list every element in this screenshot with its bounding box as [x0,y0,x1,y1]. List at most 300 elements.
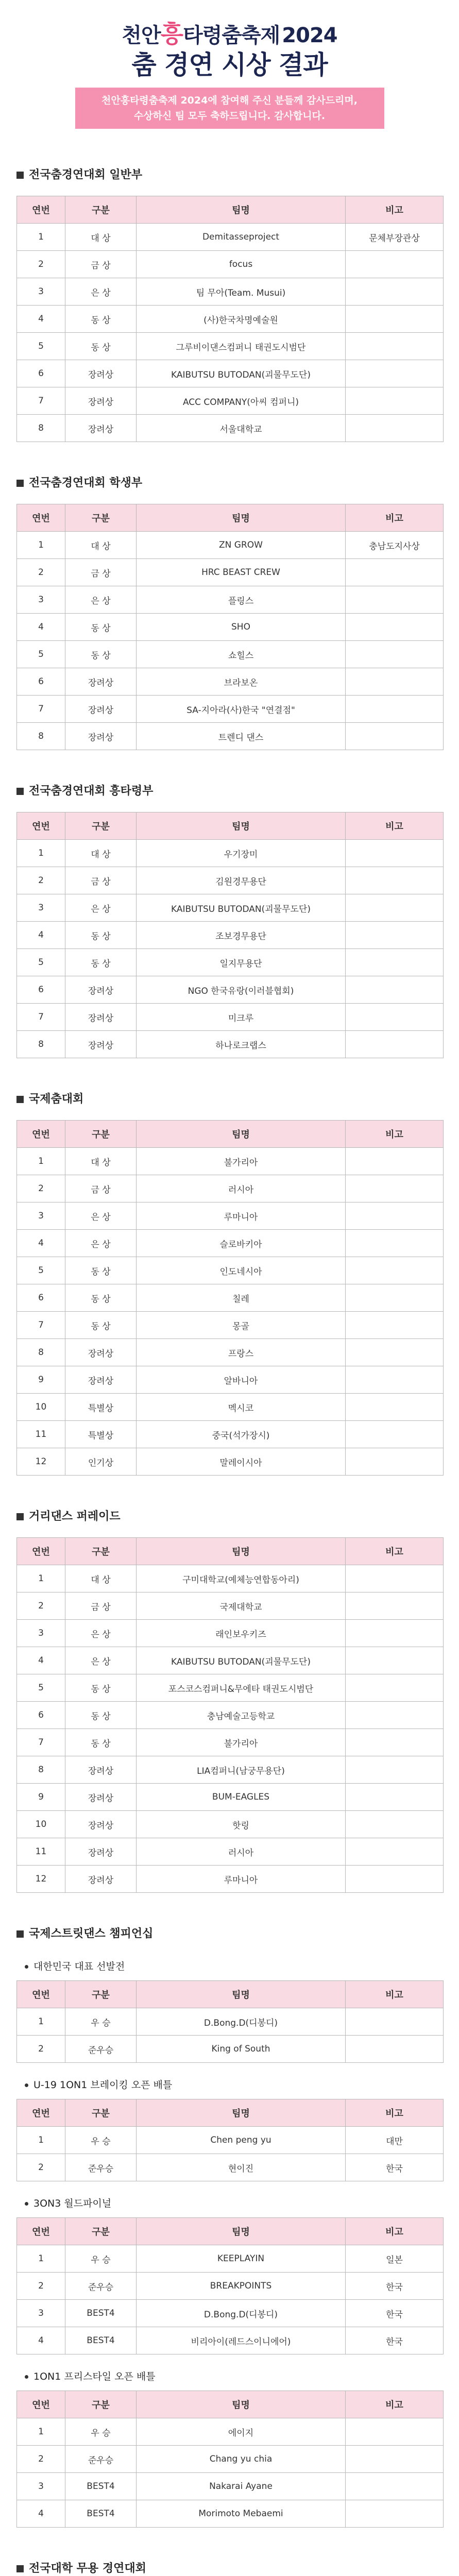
table-row [17,1148,444,1175]
rank-cell: 7 [17,1004,65,1031]
table-row [17,1448,444,1476]
festival-title [0,20,459,48]
rank-cell: 1 [17,532,65,559]
banner-line-2: 수상하신 팀 모두 축하드립니다. 감사합니다. [133,110,326,122]
award-cell: 특별상 [65,1421,137,1448]
rank-cell: 1 [17,840,65,867]
team-cell: 루마니아 [137,1202,346,1230]
note-cell [346,360,444,387]
award-cell: 장려상 [65,1031,137,1058]
column-header: 구분 [65,812,137,840]
team-cell: KAIBUTSU BUTODAN(괴물무도단) [137,1647,346,1674]
award-cell: BEST4 [65,2500,137,2528]
note-cell [346,2036,444,2063]
award-cell: 장려상 [65,976,137,1004]
column-header: 연번 [17,2391,65,2418]
table-head [17,2099,444,2127]
note-cell [346,1421,444,1448]
table-row [17,1592,444,1620]
note-cell: 한국 [346,2154,444,2181]
column-header: 비고 [346,2099,444,2127]
title-prefix: 천안 [122,24,161,47]
award-cell: 동 상 [65,922,137,949]
square-bullet-icon [16,788,24,795]
award-cell: 장려상 [65,360,137,387]
team-cell: KAIBUTSU BUTODAN(괴물무도단) [137,894,346,922]
column-header: 구분 [65,1538,137,1565]
header-row [17,2391,444,2418]
team-cell: 국제대학교 [137,1592,346,1620]
subsection-title-text: U-19 1ON1 브레이킹 오픈 배틀 [33,2079,173,2091]
rank-cell: 8 [17,1031,65,1058]
rank-cell: 11 [17,1421,65,1448]
award-cell: 동 상 [65,1674,137,1702]
table-row [17,1366,444,1394]
rank-cell: 4 [17,1647,65,1674]
dot-bullet-icon [25,2202,28,2206]
team-cell: LIA컴퍼니(남궁무용단) [137,1756,346,1784]
column-header: 연번 [17,2218,65,2245]
section-title [16,165,459,185]
header-row [17,504,444,532]
note-cell [346,306,444,333]
table-row [17,1284,444,1312]
results-section [0,1924,459,2528]
team-cell: King of South [137,2036,346,2063]
award-cell: 동 상 [65,1312,137,1339]
rank-cell: 6 [17,360,65,387]
table-row [17,1702,444,1729]
note-cell [346,840,444,867]
header-row [17,1121,444,1148]
rank-cell: 7 [17,1312,65,1339]
results-section [0,165,459,442]
results-table [16,1120,444,1476]
note-cell [346,1257,444,1284]
column-header: 구분 [65,2218,137,2245]
rank-cell: 2 [17,2273,65,2300]
table-row [17,1784,444,1811]
section-title-text: 거리댄스 퍼레이드 [29,1510,121,1523]
rank-cell: 2 [17,251,65,278]
note-cell [346,2473,444,2500]
table-body [17,532,444,750]
rank-cell: 4 [17,614,65,641]
results-section [0,781,459,1058]
note-cell [346,2418,444,2446]
team-cell: 루마니아 [137,1866,346,1893]
team-cell: 서울대학교 [137,415,346,442]
column-header: 구분 [65,196,137,224]
award-cell: 금 상 [65,559,137,586]
column-header: 비고 [346,1538,444,1565]
table-row [17,559,444,586]
award-cell: 장려상 [65,1838,137,1866]
note-cell [346,1838,444,1866]
table-row [17,2500,444,2528]
section-title-text: 전국대학 무용 경연대회 [29,2562,146,2575]
table-row [17,1312,444,1339]
table-row [17,1230,444,1257]
note-cell [346,1784,444,1811]
column-header: 팀명 [137,1538,346,1565]
square-bullet-icon [16,2565,24,2572]
team-cell: (사)한국차명예술원 [137,306,346,333]
rank-cell: 10 [17,1394,65,1421]
note-cell [346,1202,444,1230]
rank-cell: 5 [17,1257,65,1284]
section-title-text: 전국춤경연대회 학생부 [29,477,143,489]
team-cell: 쇼힐스 [137,641,346,668]
table-row [17,1866,444,1893]
team-cell: 불가리아 [137,1729,346,1756]
rank-cell: 5 [17,333,65,360]
table-head [17,1121,444,1148]
award-cell: 은 상 [65,1202,137,1230]
section-title [16,473,459,494]
award-cell: 은 상 [65,278,137,306]
results-table [16,196,444,442]
table-body [17,1148,444,1476]
table-row [17,1811,444,1838]
table-row [17,1729,444,1756]
column-header: 비고 [346,812,444,840]
award-cell: 우 승 [65,2008,137,2036]
note-cell [346,1702,444,1729]
rank-cell: 6 [17,1702,65,1729]
rank-cell: 3 [17,2300,65,2327]
table-row [17,1175,444,1202]
note-cell [346,1148,444,1175]
award-cell: 동 상 [65,614,137,641]
award-cell: 우 승 [65,2245,137,2273]
rank-cell: 3 [17,2473,65,2500]
rank-cell: 3 [17,586,65,614]
rank-cell: 8 [17,723,65,750]
note-cell [346,1366,444,1394]
table-body [17,2245,444,2354]
section-title [16,1506,459,1527]
rank-cell: 2 [17,867,65,894]
subsection-title [25,2368,459,2385]
column-header: 비고 [346,2391,444,2418]
column-header: 팀명 [137,504,346,532]
table-body [17,1565,444,1893]
page-title: 춤 경연 시상 결과 [131,50,328,80]
rank-cell: 12 [17,1448,65,1476]
note-cell: 충남도지사상 [346,532,444,559]
team-cell: SA-지아라(사)한국 "연결점" [137,696,346,723]
note-cell [346,251,444,278]
award-cell: 장려상 [65,1756,137,1784]
table-row [17,333,444,360]
table-head [17,812,444,840]
banner-line-1: 천안흥타령춤축제 2024에 참여해 주신 분들께 감사드리며, [101,95,358,106]
note-cell: 한국 [346,2327,444,2354]
team-cell: 미크루 [137,1004,346,1031]
subsection-title-text: 3ON3 월드파이널 [33,2198,112,2209]
column-header: 비고 [346,2218,444,2245]
award-cell: 장려상 [65,1004,137,1031]
table-row [17,2473,444,2500]
team-cell: 중국(석가장시) [137,1421,346,1448]
column-header: 팀명 [137,2391,346,2418]
note-cell [346,1312,444,1339]
team-cell: BREAKPOINTS [137,2273,346,2300]
column-header: 팀명 [137,196,346,224]
table-head [17,2218,444,2245]
team-cell: 그루비이댄스컴퍼니 태권도시범단 [137,333,346,360]
rank-cell: 7 [17,696,65,723]
team-cell: NGO 한국유랑(이러블협회) [137,976,346,1004]
team-cell: 슬로바키아 [137,1230,346,1257]
results-table [16,1980,444,2063]
award-cell: 준우승 [65,2036,137,2063]
rank-cell: 2 [17,2154,65,2181]
results-table [16,2217,444,2354]
award-cell: 금 상 [65,1592,137,1620]
team-cell: 인도네시아 [137,1257,346,1284]
award-cell: 동 상 [65,1284,137,1312]
column-header: 구분 [65,2391,137,2418]
table-row [17,614,444,641]
section-title [16,2558,459,2576]
award-cell: BEST4 [65,2327,137,2354]
rank-cell: 4 [17,306,65,333]
table-row [17,2154,444,2181]
subsection-title-text: 1ON1 프리스타일 오픈 배틀 [33,2371,156,2382]
column-header: 구분 [65,1981,137,2008]
subsection-title [25,2195,459,2212]
team-cell: 김원경무용단 [137,867,346,894]
column-header: 구분 [65,2099,137,2127]
column-header: 비고 [346,1981,444,2008]
award-cell: 은 상 [65,1620,137,1647]
column-header: 팀명 [137,1981,346,2008]
team-cell: 불가리아 [137,1148,346,1175]
table-row [17,2127,444,2154]
note-cell [346,641,444,668]
table-row [17,2300,444,2327]
section-title [16,1924,459,1944]
column-header: 연번 [17,812,65,840]
team-cell: BUM-EAGLES [137,1784,346,1811]
rank-cell: 4 [17,922,65,949]
team-cell: D.Bong.D(디봉디) [137,2300,346,2327]
rank-cell: 6 [17,1284,65,1312]
subsection-title [25,1958,459,1975]
note-cell [346,976,444,1004]
award-cell: 장려상 [65,668,137,696]
note-cell [346,894,444,922]
square-bullet-icon [16,1096,24,1103]
team-cell: 프랑스 [137,1339,346,1366]
table-body [17,224,444,442]
note-cell: 대만 [346,2127,444,2154]
title-year: 2024 [282,24,337,47]
note-cell: 일본 [346,2245,444,2273]
dot-bullet-icon [25,1965,28,1969]
award-cell: 장려상 [65,415,137,442]
column-header: 비고 [346,1121,444,1148]
table-row [17,1031,444,1058]
rank-cell: 11 [17,1838,65,1866]
award-cell: BEST4 [65,2300,137,2327]
rank-cell: 7 [17,387,65,415]
results-section [0,1089,459,1476]
section-title [16,1089,459,1110]
rank-cell: 5 [17,641,65,668]
rank-cell: 4 [17,1230,65,1257]
note-cell [346,668,444,696]
rank-cell: 5 [17,949,65,976]
rank-cell: 2 [17,2036,65,2063]
column-header: 팀명 [137,1121,346,1148]
award-cell: 동 상 [65,1702,137,1729]
note-cell [346,1284,444,1312]
table-row [17,2327,444,2354]
team-cell: 말레이시아 [137,1448,346,1476]
table-row [17,1647,444,1674]
table-row [17,1565,444,1592]
rank-cell: 2 [17,1592,65,1620]
subsection-title-text: 대한민국 대표 선발전 [33,1961,125,1972]
award-cell: 대 상 [65,1148,137,1175]
team-cell: 하나로크랩스 [137,1031,346,1058]
column-header: 비고 [346,504,444,532]
note-cell [346,1592,444,1620]
note-cell [346,1674,444,1702]
note-cell [346,867,444,894]
team-cell: 멕시코 [137,1394,346,1421]
award-cell: 대 상 [65,224,137,251]
team-cell: focus [137,251,346,278]
award-cell: BEST4 [65,2473,137,2500]
thanks-banner [75,88,384,129]
section-title-text: 국제춤대회 [29,1093,84,1106]
team-cell: 충남예술고등학교 [137,1702,346,1729]
team-cell: ACC COMPANY(아씨 컴퍼니) [137,387,346,415]
column-header: 구분 [65,1121,137,1148]
table-row [17,224,444,251]
table-body [17,840,444,1058]
team-cell: 몽골 [137,1312,346,1339]
table-row [17,1202,444,1230]
table-row [17,1004,444,1031]
table-body [17,2418,444,2528]
column-header: 연번 [17,196,65,224]
column-header: 연번 [17,1538,65,1565]
rank-cell: 1 [17,224,65,251]
team-cell: 칠레 [137,1284,346,1312]
column-header: 팀명 [137,812,346,840]
award-cell: 준우승 [65,2273,137,2300]
table-row [17,949,444,976]
award-cell: 장려상 [65,1366,137,1394]
award-cell: 장려상 [65,1866,137,1893]
table-row [17,668,444,696]
rank-cell: 4 [17,2500,65,2528]
rank-cell: 10 [17,1811,65,1838]
table-row [17,2245,444,2273]
header-row [17,1538,444,1565]
header-row [17,196,444,224]
award-cell: 장려상 [65,723,137,750]
results-table [16,2391,444,2528]
note-cell [346,2008,444,2036]
note-cell [346,387,444,415]
table-row [17,1394,444,1421]
table-row [17,1421,444,1448]
table-row [17,2446,444,2473]
team-cell: 비리아이(레드스이니에어) [137,2327,346,2354]
table-body [17,2008,444,2063]
table-head [17,1538,444,1565]
rank-cell: 12 [17,1866,65,1893]
table-row [17,2008,444,2036]
header-row [17,2099,444,2127]
table-row [17,2273,444,2300]
dot-bullet-icon [25,2375,28,2379]
team-cell: HRC BEAST CREW [137,559,346,586]
team-cell: Chen peng yu [137,2127,346,2154]
square-bullet-icon [16,1513,24,1520]
rank-cell: 3 [17,894,65,922]
table-row [17,360,444,387]
team-cell: SHO [137,614,346,641]
rank-cell: 3 [17,1620,65,1647]
table-row [17,1674,444,1702]
square-bullet-icon [16,480,24,487]
table-row [17,586,444,614]
award-cell: 동 상 [65,1257,137,1284]
results-table [16,1537,444,1893]
rank-cell: 1 [17,2127,65,2154]
team-cell: 래인보우키즈 [137,1620,346,1647]
rank-cell: 3 [17,278,65,306]
team-cell: ZN GROW [137,532,346,559]
award-cell: 장려상 [65,1339,137,1366]
team-cell: 러시아 [137,1175,346,1202]
award-cell: 특별상 [65,1394,137,1421]
note-cell [346,586,444,614]
column-header: 구분 [65,504,137,532]
note-cell [346,696,444,723]
note-cell [346,1565,444,1592]
rank-cell: 1 [17,2008,65,2036]
award-cell: 장려상 [65,387,137,415]
team-cell: 브라보온 [137,668,346,696]
dot-bullet-icon [25,2083,28,2087]
rank-cell: 5 [17,1674,65,1702]
team-cell: 구미대학교(예체능연합동아리) [137,1565,346,1592]
award-cell: 준우승 [65,2446,137,2473]
note-cell [346,1620,444,1647]
header-row [17,2218,444,2245]
award-cell: 우 승 [65,2127,137,2154]
rank-cell: 2 [17,1175,65,1202]
award-cell: 장려상 [65,1811,137,1838]
column-header: 연번 [17,2099,65,2127]
team-cell: Morimoto Mebaemi [137,2500,346,2528]
team-cell: 핫링 [137,1811,346,1838]
table-row [17,867,444,894]
note-cell [346,1866,444,1893]
award-cell: 은 상 [65,586,137,614]
square-bullet-icon [16,1930,24,1938]
award-cell: 은 상 [65,894,137,922]
rank-cell: 1 [17,1565,65,1592]
